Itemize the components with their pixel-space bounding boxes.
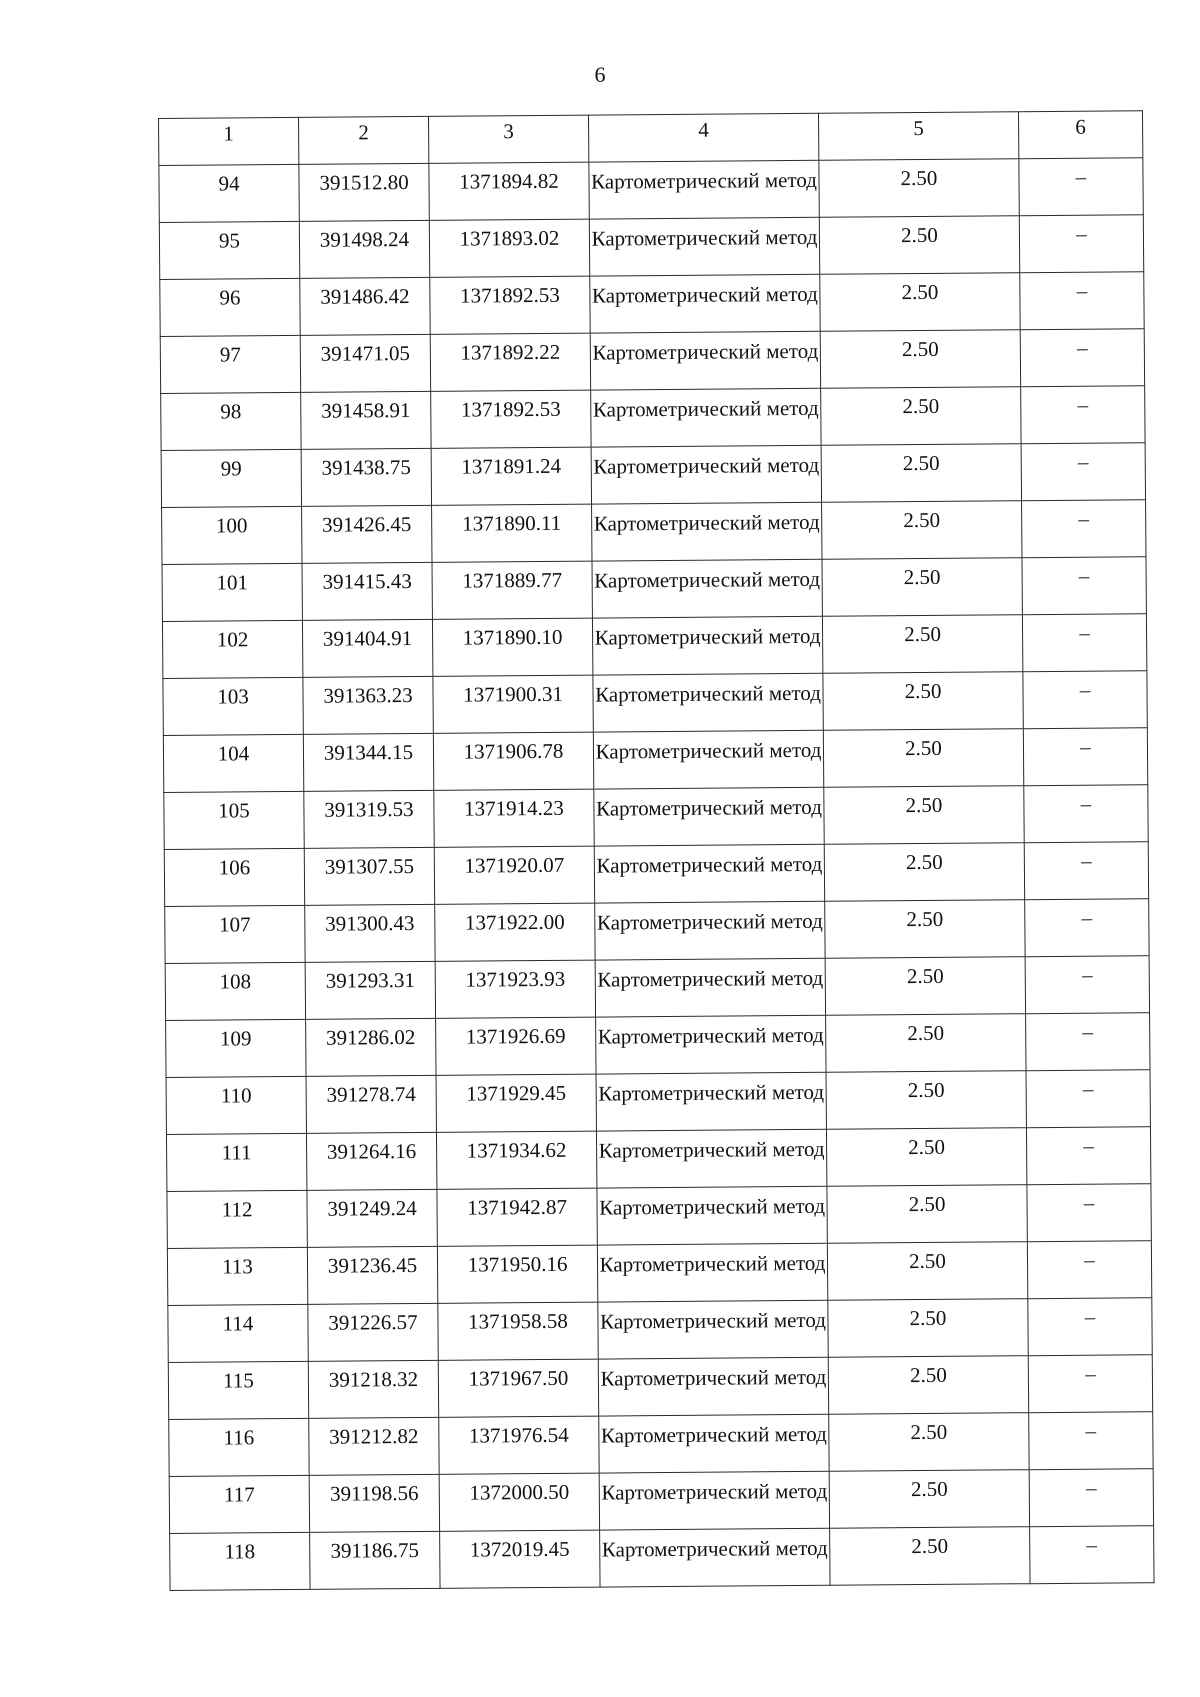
table-header <box>159 111 1143 166</box>
method-cell: Картометрический метод <box>600 1528 830 1587</box>
note-cell: – <box>1022 557 1146 615</box>
accuracy-cell: 2.50 <box>829 1470 1029 1529</box>
note-cell: – <box>1025 899 1149 957</box>
x-coordinate-cell: 391198.56 <box>309 1474 439 1532</box>
note-cell: – <box>1026 1013 1150 1071</box>
y-coordinate-cell: 1371926.69 <box>436 1017 596 1075</box>
method-cell: Картометрический метод <box>598 1357 828 1416</box>
note-cell: – <box>1030 1526 1154 1584</box>
note-cell: – <box>1026 1070 1150 1128</box>
coordinates-table <box>158 110 1155 1591</box>
accuracy-cell: 2.50 <box>822 501 1022 560</box>
y-coordinate-cell: 1371934.62 <box>436 1131 596 1189</box>
table-row <box>161 386 1145 451</box>
y-coordinate-cell: 1371900.31 <box>433 675 593 733</box>
method-cell: Картометрический метод <box>592 559 822 618</box>
point-number-cell: 115 <box>168 1361 308 1419</box>
table-row <box>169 1412 1153 1477</box>
note-cell: – <box>1019 158 1143 216</box>
x-coordinate-cell: 391363.23 <box>303 676 433 734</box>
x-coordinate-cell: 391286.02 <box>306 1018 436 1076</box>
header-col-2: 2 <box>298 116 428 164</box>
table-row <box>169 1469 1153 1534</box>
accuracy-cell: 2.50 <box>820 330 1020 389</box>
x-coordinate-cell: 391293.31 <box>305 961 435 1019</box>
accuracy-cell: 2.50 <box>825 957 1025 1016</box>
point-number-cell: 114 <box>168 1304 308 1362</box>
accuracy-cell: 2.50 <box>821 387 1021 446</box>
header-row <box>159 111 1143 166</box>
table-body <box>159 158 1154 1591</box>
note-cell: – <box>1026 1127 1150 1185</box>
table-row <box>168 1298 1152 1363</box>
point-number-cell: 116 <box>169 1418 309 1476</box>
method-cell: Картометрический метод <box>590 274 820 333</box>
x-coordinate-cell: 391249.24 <box>307 1189 437 1247</box>
note-cell: – <box>1023 728 1147 786</box>
point-number-cell: 108 <box>165 962 305 1020</box>
accuracy-cell: 2.50 <box>821 444 1021 503</box>
point-number-cell: 118 <box>170 1532 310 1590</box>
y-coordinate-cell: 1371958.58 <box>438 1302 598 1360</box>
x-coordinate-cell: 391404.91 <box>302 619 432 677</box>
note-cell: – <box>1021 443 1145 501</box>
accuracy-cell: 2.50 <box>827 1242 1027 1301</box>
x-coordinate-cell: 391426.45 <box>302 505 432 563</box>
table-row <box>166 1070 1150 1135</box>
method-cell: Картометрический метод <box>596 1129 826 1188</box>
accuracy-cell: 2.50 <box>824 843 1024 902</box>
accuracy-cell: 2.50 <box>820 273 1020 332</box>
accuracy-cell: 2.50 <box>828 1356 1028 1415</box>
x-coordinate-cell: 391212.82 <box>309 1417 439 1475</box>
note-cell: – <box>1024 842 1148 900</box>
table-row <box>160 272 1144 337</box>
table-row <box>168 1355 1152 1420</box>
x-coordinate-cell: 391226.57 <box>308 1303 438 1361</box>
method-cell: Картометрический метод <box>599 1471 829 1530</box>
method-cell: Картометрический метод <box>596 1072 826 1131</box>
table-row <box>162 557 1146 622</box>
x-coordinate-cell: 391512.80 <box>299 163 429 221</box>
method-cell: Картометрический метод <box>597 1186 827 1245</box>
x-coordinate-cell: 391415.43 <box>302 562 432 620</box>
x-coordinate-cell: 391278.74 <box>306 1075 436 1133</box>
accuracy-cell: 2.50 <box>824 786 1024 845</box>
note-cell: – <box>1028 1355 1152 1413</box>
accuracy-cell: 2.50 <box>828 1299 1028 1358</box>
x-coordinate-cell: 391307.55 <box>304 847 434 905</box>
point-number-cell: 106 <box>164 848 304 906</box>
y-coordinate-cell: 1372000.50 <box>439 1473 599 1531</box>
table-row <box>170 1526 1154 1591</box>
table-row <box>160 329 1144 394</box>
table-row <box>167 1184 1151 1249</box>
table-row <box>167 1241 1151 1306</box>
header-col-5: 5 <box>818 112 1018 161</box>
note-cell: – <box>1029 1412 1153 1470</box>
note-cell: – <box>1028 1298 1152 1356</box>
accuracy-cell: 2.50 <box>819 159 1019 218</box>
point-number-cell: 95 <box>159 221 299 279</box>
point-number-cell: 107 <box>165 905 305 963</box>
y-coordinate-cell: 1371893.02 <box>429 219 589 277</box>
x-coordinate-cell: 391218.32 <box>308 1360 438 1418</box>
method-cell: Картометрический метод <box>591 445 821 504</box>
point-number-cell: 111 <box>166 1133 306 1191</box>
y-coordinate-cell: 1371929.45 <box>436 1074 596 1132</box>
accuracy-cell: 2.50 <box>827 1185 1027 1244</box>
y-coordinate-cell: 1371923.93 <box>435 960 595 1018</box>
y-coordinate-cell: 1371950.16 <box>437 1245 597 1303</box>
x-coordinate-cell: 391319.53 <box>304 790 434 848</box>
x-coordinate-cell: 391236.45 <box>307 1246 437 1304</box>
y-coordinate-cell: 1371976.54 <box>439 1416 599 1474</box>
accuracy-cell: 2.50 <box>826 1014 1026 1073</box>
table-row <box>159 215 1143 280</box>
point-number-cell: 110 <box>166 1076 306 1134</box>
accuracy-cell: 2.50 <box>819 216 1019 275</box>
point-number-cell: 113 <box>167 1247 307 1305</box>
method-cell: Картометрический метод <box>589 160 819 219</box>
accuracy-cell: 2.50 <box>826 1071 1026 1130</box>
x-coordinate-cell: 391186.75 <box>310 1531 440 1589</box>
x-coordinate-cell: 391486.42 <box>300 277 430 335</box>
header-col-4: 4 <box>588 113 818 162</box>
note-cell: – <box>1027 1184 1151 1242</box>
method-cell: Картометрический метод <box>593 673 823 732</box>
header-col-1: 1 <box>159 117 299 165</box>
table-row <box>165 899 1149 964</box>
point-number-cell: 96 <box>160 278 300 336</box>
note-cell: – <box>1023 671 1147 729</box>
accuracy-cell: 2.50 <box>829 1413 1029 1472</box>
method-cell: Картометрический метод <box>596 1015 826 1074</box>
method-cell: Картометрический метод <box>594 787 824 846</box>
point-number-cell: 102 <box>162 620 302 678</box>
page-number: 6 <box>594 62 606 87</box>
table-row <box>164 785 1148 850</box>
table-row <box>159 158 1143 223</box>
y-coordinate-cell: 1371892.22 <box>430 333 590 391</box>
y-coordinate-cell: 1372019.45 <box>440 1530 600 1588</box>
accuracy-cell: 2.50 <box>830 1527 1030 1586</box>
method-cell: Картометрический метод <box>594 844 824 903</box>
y-coordinate-cell: 1371922.00 <box>435 903 595 961</box>
note-cell: – <box>1024 785 1148 843</box>
note-cell: – <box>1019 215 1143 273</box>
table-row <box>163 728 1147 793</box>
y-coordinate-cell: 1371906.78 <box>433 732 593 790</box>
point-number-cell: 105 <box>164 791 304 849</box>
y-coordinate-cell: 1371891.24 <box>431 447 591 505</box>
point-number-cell: 103 <box>163 677 303 735</box>
point-number-cell: 109 <box>166 1019 306 1077</box>
x-coordinate-cell: 391300.43 <box>305 904 435 962</box>
note-cell: – <box>1022 500 1146 558</box>
point-number-cell: 104 <box>163 734 303 792</box>
x-coordinate-cell: 391471.05 <box>300 334 430 392</box>
x-coordinate-cell: 391264.16 <box>306 1132 436 1190</box>
point-number-cell: 94 <box>159 164 299 222</box>
table-row <box>164 842 1148 907</box>
accuracy-cell: 2.50 <box>825 900 1025 959</box>
point-number-cell: 112 <box>167 1190 307 1248</box>
method-cell: Картометрический метод <box>599 1414 829 1473</box>
table-row <box>161 443 1145 508</box>
note-cell: – <box>1029 1469 1153 1527</box>
y-coordinate-cell: 1371889.77 <box>432 561 592 619</box>
point-number-cell: 97 <box>160 335 300 393</box>
method-cell: Картометрический метод <box>598 1300 828 1359</box>
method-cell: Картометрический метод <box>590 331 820 390</box>
y-coordinate-cell: 1371942.87 <box>437 1188 597 1246</box>
y-coordinate-cell: 1371890.10 <box>432 618 592 676</box>
method-cell: Картометрический метод <box>591 388 821 447</box>
point-number-cell: 100 <box>162 506 302 564</box>
y-coordinate-cell: 1371892.53 <box>430 276 590 334</box>
table-row <box>163 671 1147 736</box>
y-coordinate-cell: 1371892.53 <box>431 390 591 448</box>
note-cell: – <box>1022 614 1146 672</box>
y-coordinate-cell: 1371914.23 <box>434 789 594 847</box>
table-row <box>162 500 1146 565</box>
accuracy-cell: 2.50 <box>823 729 1023 788</box>
method-cell: Картометрический метод <box>597 1243 827 1302</box>
method-cell: Картометрический метод <box>592 502 822 561</box>
accuracy-cell: 2.50 <box>822 558 1022 617</box>
table-row <box>162 614 1146 679</box>
method-cell: Картометрический метод <box>593 730 823 789</box>
table-row <box>166 1013 1150 1078</box>
accuracy-cell: 2.50 <box>826 1128 1026 1187</box>
method-cell: Картометрический метод <box>595 901 825 960</box>
accuracy-cell: 2.50 <box>822 615 1022 674</box>
table-row <box>166 1127 1150 1192</box>
y-coordinate-cell: 1371920.07 <box>434 846 594 904</box>
y-coordinate-cell: 1371890.11 <box>432 504 592 562</box>
note-cell: – <box>1025 956 1149 1014</box>
note-cell: – <box>1027 1241 1151 1299</box>
point-number-cell: 99 <box>161 449 301 507</box>
note-cell: – <box>1020 329 1144 387</box>
y-coordinate-cell: 1371894.82 <box>429 162 589 220</box>
x-coordinate-cell: 391498.24 <box>299 220 429 278</box>
x-coordinate-cell: 391344.15 <box>303 733 433 791</box>
method-cell: Картометрический метод <box>592 616 822 675</box>
accuracy-cell: 2.50 <box>823 672 1023 731</box>
x-coordinate-cell: 391458.91 <box>301 391 431 449</box>
point-number-cell: 101 <box>162 563 302 621</box>
note-cell: – <box>1020 272 1144 330</box>
point-number-cell: 117 <box>169 1475 309 1533</box>
method-cell: Картометрический метод <box>589 217 819 276</box>
header-col-6: 6 <box>1018 111 1142 159</box>
note-cell: – <box>1021 386 1145 444</box>
method-cell: Картометрический метод <box>595 958 825 1017</box>
table-row <box>165 956 1149 1021</box>
header-col-3: 3 <box>428 115 588 163</box>
y-coordinate-cell: 1371967.50 <box>438 1359 598 1417</box>
point-number-cell: 98 <box>161 392 301 450</box>
x-coordinate-cell: 391438.75 <box>301 448 431 506</box>
